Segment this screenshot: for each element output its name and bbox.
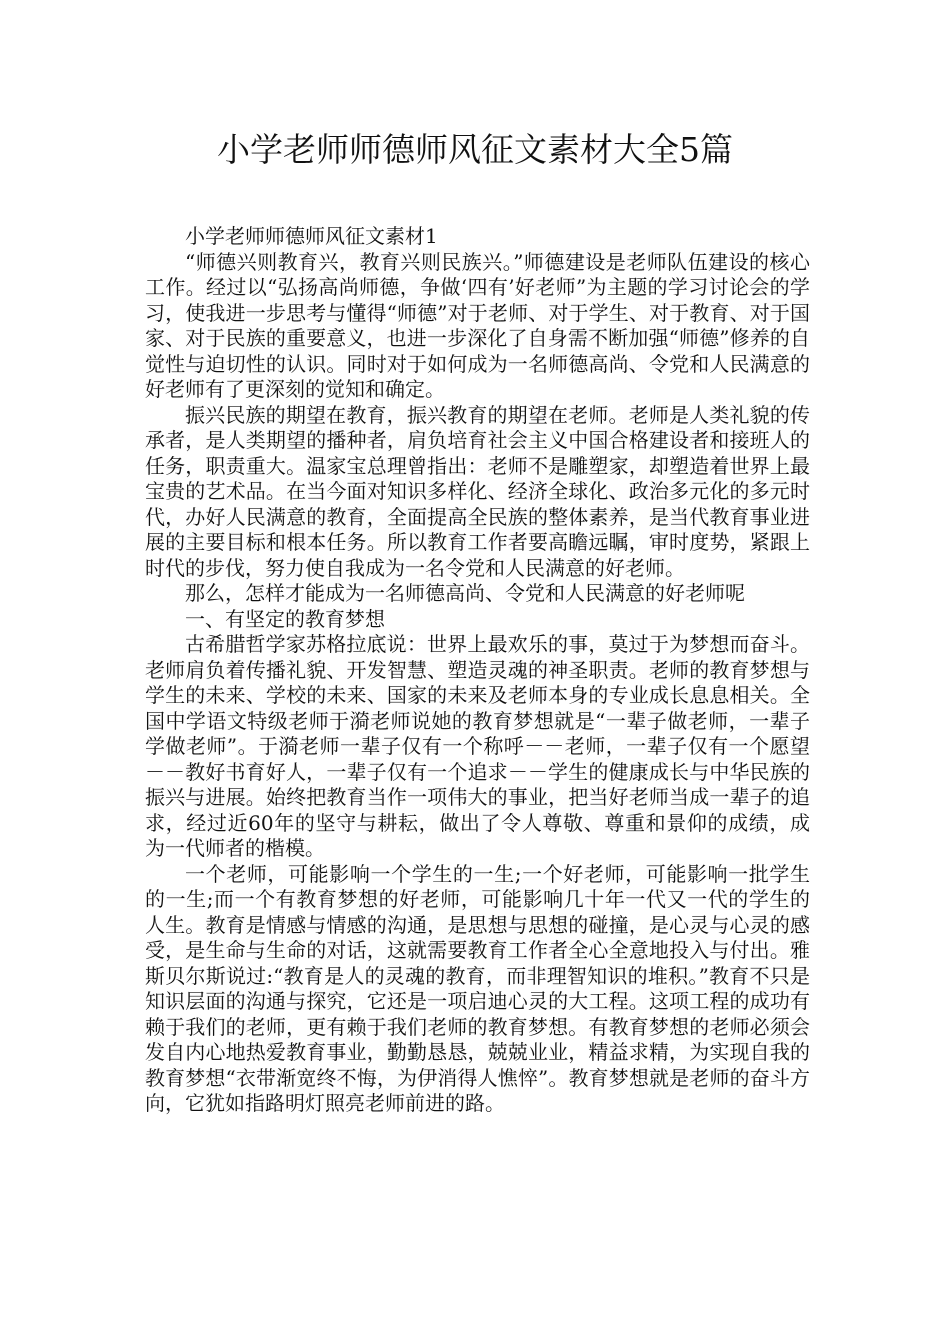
paragraph: “师德兴则教育兴，教育兴则民族兴。”师德建设是老师队伍建设的核心工作。经过以“弘扬高尚师德，争做‘四有’好老师”为主题的学习讨论会的学习，使我进一步思考与懂得“师德”对于老师、对于学生、对于教育、对于国家、对于民族的重要意义，也进一步深化了自身需不断加强“师德”修养的自觉性与迫切性的认识。同时对于如何成为一名师德高尚、令党和人民满意的好老师有了更深刻的觉知和确定。 [145, 249, 810, 401]
section-heading-dream: 一、有坚定的教育梦想 [185, 606, 385, 631]
document-title: 小学老师师德师风征文素材大全5篇 [217, 130, 733, 169]
paragraph: 一个老师，可能影响一个学生的一生;一个好老师，可能影响一批学生的一生;而一个有教育梦想的好老师，可能影响几十年一代又一代的学生的人生。教育是情感与情感的沟通，是思想与思想的碰撞，是心灵与心灵的感受，是生命与生命的对话，这就需要教育工作者全心全意地投入与付出。雅斯贝尔斯说过:“教育是人的灵魂的教育，而非理智知识的堆积。”教育不只是知识层面的沟通与探究，它还是一项启迪心灵的大工程。这项工程的成功有赖于我们的老师，更有赖于我们老师的教育梦想。有教育梦想的老师必须会发自内心地热爱教育事业，勤勤恳恳，兢兢业业，精益求精，为实现自我的教育梦想“衣带渐宽终不悔，为伊消得人憔悴”。教育梦想就是老师的奋斗方向，它犹如指路明灯照亮老师前进的路。 [145, 861, 810, 1115]
paragraph: 那么，怎样才能成为一名师德高尚、令党和人民满意的好老师呢 [185, 581, 745, 605]
section-heading-1: 小学老师师德师风征文素材1 [185, 224, 438, 248]
document-body [145, 224, 810, 1117]
paragraph: 振兴民族的期望在教育，振兴教育的期望在老师。老师是人类礼貌的传承者，是人类期望的播种者，肩负培育社会主义中国合格建设者和接班人的任务，职责重大。温家宝总理曾指出：老师不是雕塑家，却塑造着世界上最宝贵的艺术品。在当今面对知识多样化、经济全球化、政治多元化的多元时代，办好人民满意的教育，全面提高全民族的整体素养，是当代教育事业进展的主要目标和根本任务。所以教育工作者要高瞻远瞩，审时度势，紧跟上时代的步伐，努力使自我成为一名令党和人民满意的好老师。 [145, 402, 810, 580]
paragraph: 古希腊哲学家苏格拉底说：世界上最欢乐的事，莫过于为梦想而奋斗。老师肩负着传播礼貌、开发智慧、塑造灵魂的神圣职责。老师的教育梦想与学生的未来、学校的未来、国家的未来及老师本身的专业成长息息相关。全国中学语文特级老师于漪老师说她的教育梦想就是“一辈子做老师，一辈子学做老师”。于漪老师一辈子仅有一个称呼－－老师，一辈子仅有一个愿望－－教好书育好人，一辈子仅有一个追求－－学生的健康成长与中华民族的振兴与进展。始终把教育当作一项伟大的事业，把当好老师当成一辈子的追求，经过近60年的坚守与耕耘，做出了令人尊敬、尊重和景仰的成绩，成为一代师者的楷模。 [145, 632, 810, 860]
